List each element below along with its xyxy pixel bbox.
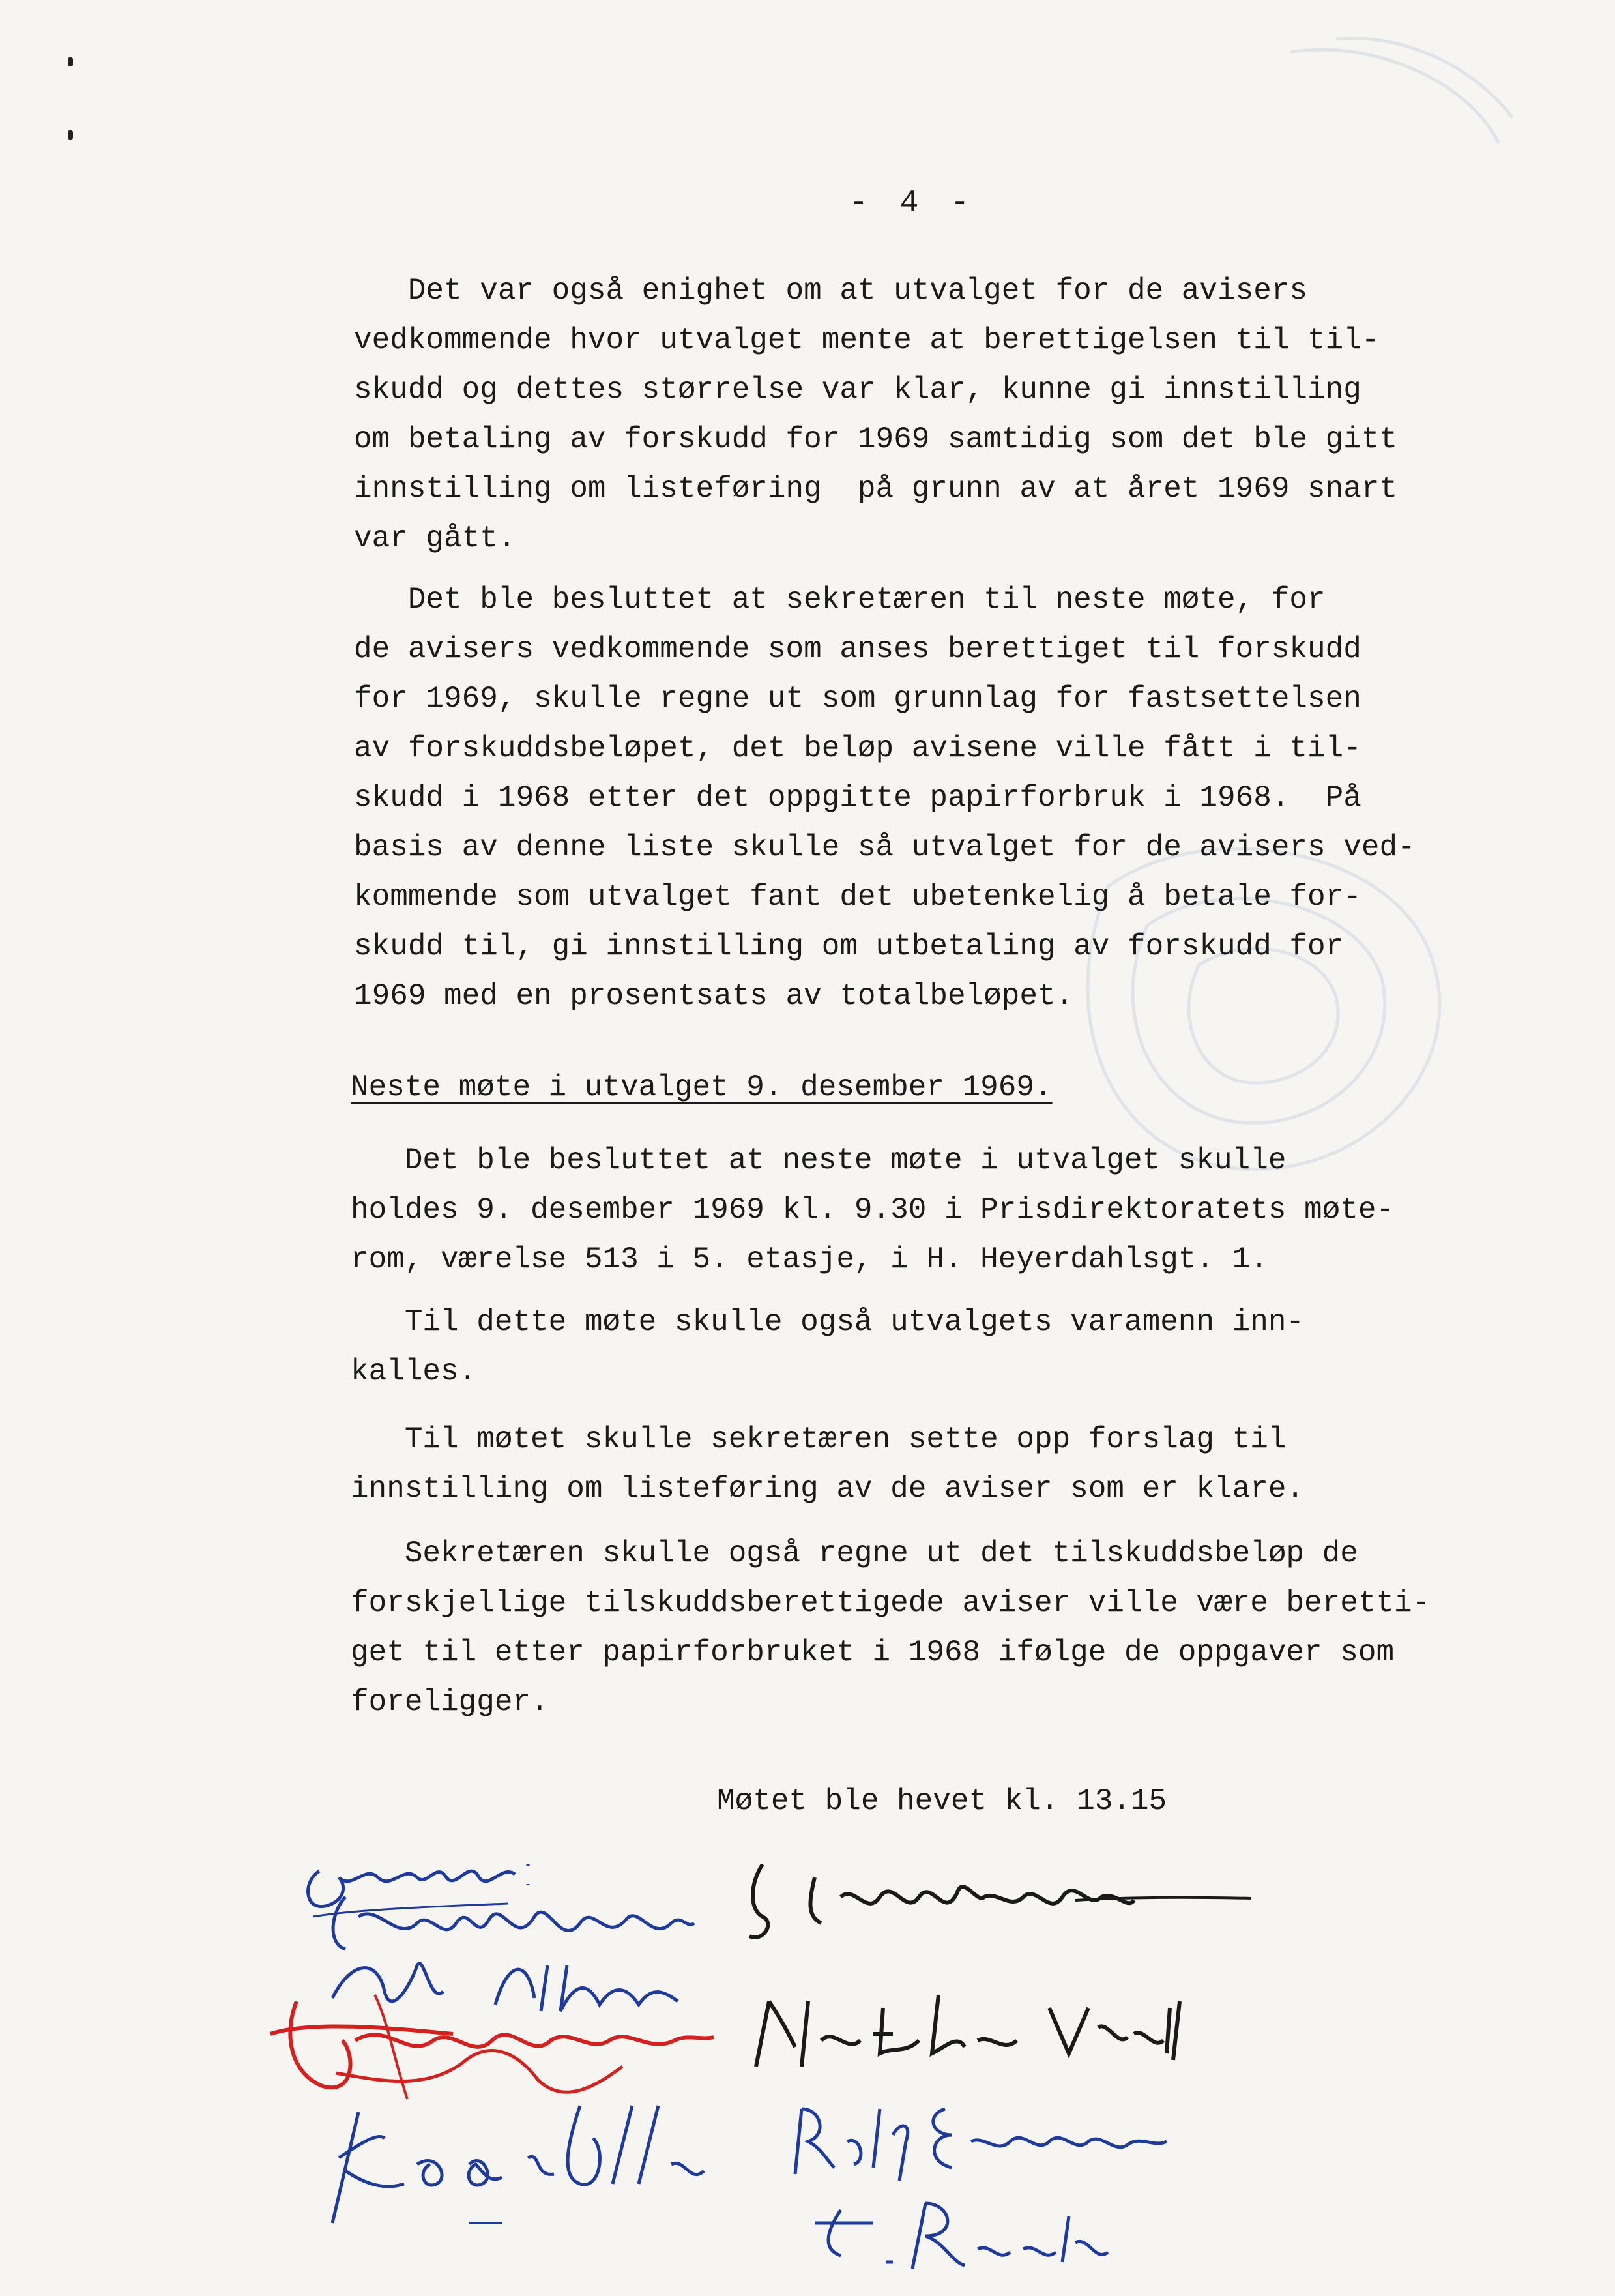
paragraph-grant-amount: Sekretæren skulle også regne ut det tilskuddsbeløp de forskjellige tilskuddsberettigede aviser ville være beretti- get til etter papirforbruket i 1968 ifølge de oppgaver som foreligger. [351,1537,1431,1719]
meeting-closed-note: Møtet ble hevet kl. 13.15 [717,1784,1167,1818]
page-number: - 4 - [849,186,976,221]
paragraph-secretary-calculation: Det ble besluttet at sekretæren til neste møte, for de avisers vedkommende som anses berettiget til forskudd for 1969, skulle regne ut som grunnlag for fastsettelsen av forskuddsbeløpet, det beløp avisene ville fått i til- skudd i 1968 etter det oppgitte papirforbruk i 1968. På basis av denne liste skulle så utvalget for de avisers ved- kommende som utvalget fant det ubetenkelig å betale for- skudd til, gi innstilling om utbetaling av forskudd for 1969 med en prosentsats av totalbeløpet. [354,583,1416,1013]
signature-kjell-andersen [306,2093,710,2236]
signature-t-reskrup [802,2190,1128,2282]
signature-s-lundgaard [736,1851,1258,1949]
punch-hole-icon [68,57,73,66]
paragraph-substitutes: Til dette møte skulle også utvalgets varamenn inn- kalles. [351,1305,1305,1389]
paragraph-next-meeting: Det ble besluttet at neste møte i utvalget skulle holdes 9. desember 1969 kl. 9.30 i Prisdirektoratets møte- rom, værelse 513 i 5. etasje, i H. Heyerdahlsgt. 1. [351,1143,1395,1276]
section-heading-next-meeting: Neste møte i utvalget 9. desember 1969. [351,1070,1053,1104]
signature-rolf-erikssen [782,2096,1173,2181]
signature-martin-varvik [743,1982,1199,2080]
paragraph-advance-payment: Det var også enighet om at utvalget for de avisers vedkommende hvor utvalget mente at berettigelsen til til- skudd og dettes størrelse var klar, kunne gi innstilling om betaling av forskudd for 1969 samtidig som det ble gitt innstilling om listeføring på grunn av at året 1969 snart var gått. [354,274,1398,555]
punch-hole-icon [68,130,73,140]
paragraph-proposal: Til møtet skulle sekretæren sette opp forslag til innstilling om listeføring av de aviser som er klare. [351,1422,1305,1506]
